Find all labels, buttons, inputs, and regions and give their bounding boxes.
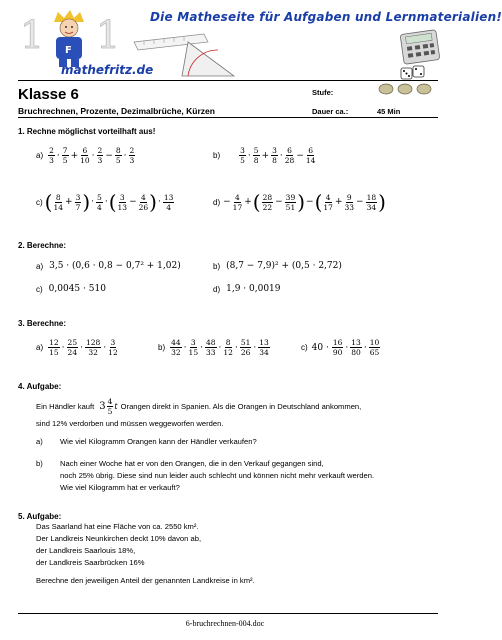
- task5-line4: der Landkreis Saarbrücken 16%: [36, 558, 145, 567]
- fraction: [118, 193, 128, 212]
- fraction-numerator: 16: [332, 338, 343, 347]
- task2-b-expression: (8,7 − 7,9)² + (0,5 · 2,72): [226, 261, 342, 271]
- task2-b-label: b): [213, 261, 221, 271]
- operator: ·: [234, 342, 238, 353]
- task2-a-expression: 3,5 · (0,6 · 0,8 − 0,7² + 1,02): [49, 261, 181, 271]
- fraction-numerator: 4: [235, 192, 240, 202]
- fraction: [96, 193, 103, 212]
- fraction-numerator: 6: [308, 146, 314, 155]
- fraction-denominator: 90: [332, 348, 343, 357]
- task4-heading: 4. Aufgabe:: [18, 382, 62, 391]
- parenthesis: ): [297, 190, 306, 214]
- site-title: Die Matheseite für Aufgaben und Lernmaterialien!: [150, 10, 502, 24]
- fraction-denominator: 34: [259, 348, 269, 357]
- task1-c-expression: [45, 190, 176, 214]
- fraction: [271, 146, 278, 165]
- fraction-denominator: 10: [80, 156, 90, 165]
- operator: +: [65, 197, 73, 207]
- fraction-numerator: 48: [205, 338, 216, 347]
- operator: ·: [80, 342, 83, 353]
- fraction-numerator: 3: [240, 146, 245, 155]
- mixed-whole: 3: [99, 400, 106, 412]
- task1-b-expression: [238, 146, 316, 165]
- task1-d-label: d): [213, 197, 221, 207]
- fraction: [233, 193, 243, 212]
- operator: +: [244, 197, 252, 207]
- fraction-denominator: 15: [49, 348, 59, 357]
- fraction-numerator: 10: [369, 338, 380, 347]
- operator: −: [356, 197, 364, 207]
- fraction: [369, 338, 381, 357]
- fraction-denominator: 80: [351, 348, 361, 357]
- fraction-numerator: 18: [366, 192, 377, 202]
- task3-c-label: c): [301, 343, 308, 352]
- task1-a-expression: [47, 146, 136, 165]
- fraction-denominator: 4: [97, 202, 102, 212]
- fraction: [85, 338, 101, 357]
- fraction: [285, 193, 297, 212]
- class-title: Klasse 6: [18, 86, 79, 103]
- fraction-denominator: 12: [223, 348, 233, 357]
- task5-line3: der Landkreis Saarlouis 18%,: [36, 546, 136, 555]
- operator: ·: [61, 342, 65, 353]
- task3-b-label: b): [158, 343, 166, 352]
- fraction-denominator: 5: [115, 156, 121, 165]
- task1-b-label: b): [213, 151, 221, 160]
- task3-c-prefix: 40 ·: [311, 342, 329, 353]
- fraction-denominator: 14: [53, 202, 64, 212]
- fraction: [205, 338, 217, 357]
- mascot-digit-right: 1: [96, 13, 121, 57]
- fraction: [129, 146, 136, 165]
- dauer-label: Dauer ca.:: [312, 107, 349, 116]
- fraction-numerator: 6: [82, 146, 88, 155]
- fraction: [253, 146, 260, 165]
- fraction: [48, 146, 55, 165]
- task3-heading: 3. Berechne:: [18, 319, 67, 328]
- task2-heading: 2. Berechne:: [18, 241, 67, 250]
- fraction: [80, 146, 90, 165]
- task4-line1-post: Orangen direkt in Spanien. Als die Orangen in Deutschland ankommen,: [120, 401, 362, 411]
- parenthesis: ): [378, 190, 386, 214]
- fraction-numerator: 5: [97, 192, 102, 202]
- task4-qa-text: Wie viel Kilogramm Orangen kann der Händler verkaufen?: [60, 437, 257, 446]
- dauer-value: 45 Min: [377, 107, 401, 116]
- fraction-numerator: 8: [225, 338, 231, 347]
- mixed-numerator: 4: [107, 397, 113, 406]
- task3-a-expression: [47, 338, 119, 357]
- fraction: [323, 193, 333, 212]
- operator: ·: [200, 342, 203, 353]
- footer-filename: 6-bruchrechnen-004.doc: [185, 619, 265, 628]
- fraction-numerator: 2: [49, 146, 54, 155]
- operator: ·: [183, 342, 187, 353]
- fraction-denominator: 32: [171, 348, 181, 357]
- task1-heading: 1. Rechne möglichst vorteilhaft aus!: [18, 127, 156, 136]
- task5-line2: Der Landkreis Neunkirchen deckt 10% davon ab,: [36, 534, 202, 543]
- fraction-denominator: 8: [253, 156, 259, 165]
- fraction-denominator: 3: [97, 156, 103, 165]
- fraction: [139, 193, 149, 212]
- fraction-numerator: 4: [140, 192, 146, 202]
- parenthesis: ): [149, 190, 157, 214]
- task1-d-expression: [222, 190, 386, 214]
- fraction-denominator: 8: [272, 156, 277, 165]
- task2-a-label: a): [36, 261, 44, 271]
- fraction-denominator: 33: [344, 202, 355, 212]
- fraction-numerator: 12: [49, 338, 59, 347]
- brand-name: mathefritz.de: [61, 63, 154, 77]
- operator: −: [296, 150, 304, 161]
- fraction: [163, 193, 175, 212]
- operator: ·: [253, 342, 257, 353]
- operator: ·: [247, 150, 251, 161]
- operator: ·: [279, 150, 283, 161]
- task3-a-label: a): [36, 343, 44, 352]
- task4-qb-label: b): [36, 459, 43, 468]
- fraction-denominator: 65: [369, 348, 380, 357]
- operator: −: [223, 197, 231, 207]
- operator: +: [70, 150, 79, 161]
- fraction-numerator: 2: [129, 146, 135, 155]
- operator: ·: [218, 342, 222, 353]
- task3-b-expression: [169, 338, 271, 357]
- fraction: [285, 146, 295, 165]
- mascot-shirt-letter: F: [65, 45, 72, 56]
- fraction-denominator: 5: [62, 156, 68, 165]
- difficulty-stones-icon: [378, 82, 434, 101]
- fraction: [97, 146, 104, 165]
- fraction: [344, 193, 354, 212]
- fraction-numerator: 25: [67, 338, 78, 347]
- task5-line5: Berechne den jeweiligen Anteil der genannten Landkreise in km².: [36, 576, 255, 585]
- operator: ·: [157, 197, 161, 207]
- fraction: [53, 193, 63, 212]
- fraction-numerator: 8: [115, 146, 121, 155]
- fraction-numerator: 51: [240, 338, 251, 347]
- fraction-denominator: 15: [188, 348, 199, 357]
- fraction-denominator: 5: [240, 156, 245, 165]
- parenthesis: (: [44, 190, 53, 214]
- fraction-denominator: 12: [108, 348, 118, 357]
- fraction-numerator: 7: [62, 146, 68, 155]
- fraction-denominator: 34: [366, 202, 377, 212]
- fraction-numerator: 2: [97, 146, 103, 155]
- operator: ·: [103, 342, 107, 353]
- operator: +: [334, 197, 343, 207]
- task2-c-label: c): [36, 284, 43, 294]
- operator: −: [129, 197, 137, 207]
- footer-rule: [18, 613, 438, 614]
- fraction-numerator: 3: [110, 338, 116, 347]
- fraction: [62, 146, 69, 165]
- fraction-numerator: 9: [346, 192, 352, 202]
- fraction-numerator: 13: [163, 192, 174, 202]
- fraction-denominator: 17: [323, 202, 333, 212]
- operator: ·: [345, 342, 349, 353]
- fraction-numerator: 5: [253, 146, 259, 155]
- fraction-numerator: 3: [75, 192, 81, 202]
- mixed-denominator: 5: [107, 407, 113, 416]
- fraction-denominator: 7: [75, 202, 81, 212]
- parenthesis: ): [82, 190, 91, 214]
- fraction: [108, 338, 118, 357]
- fraction-denominator: 3: [49, 156, 54, 165]
- fraction-denominator: 17: [232, 202, 243, 212]
- fraction-denominator: 26: [240, 348, 251, 357]
- fraction: [240, 338, 252, 357]
- operator: ·: [91, 197, 95, 207]
- task4-qb-line1: Nach einer Woche hat er von den Orangen, die in den Verkauf gegangen sind,: [60, 459, 324, 468]
- task2-d-label: d): [213, 284, 221, 294]
- fraction: [350, 338, 362, 357]
- fraction-denominator: 32: [88, 348, 98, 357]
- fraction-denominator: 51: [285, 202, 296, 212]
- task4-line1-pre: Ein Händler kauft: [36, 401, 95, 411]
- fraction: [48, 338, 60, 357]
- operator: ·: [123, 150, 127, 161]
- fraction: [262, 193, 274, 212]
- stufe-label: Stufe:: [312, 88, 334, 97]
- task2-c-expression: 0,0045 · 510: [48, 284, 106, 294]
- parenthesis: (: [314, 190, 323, 214]
- fraction: [258, 338, 270, 357]
- task4-qb-line2: noch 25% übrig. Diese sind nun leider auch schlecht und können nicht mehr verkauft werden.: [60, 471, 375, 480]
- operator: ·: [56, 150, 60, 161]
- operator: −: [306, 197, 314, 207]
- task2-d-expression: 1,9 · 0,0019: [226, 284, 281, 294]
- fraction-numerator: 128: [85, 338, 101, 347]
- fraction-denominator: 24: [67, 348, 78, 357]
- operator: −: [275, 197, 283, 207]
- fraction-denominator: 22: [262, 202, 273, 212]
- fraction-numerator: 13: [259, 338, 269, 347]
- fraction: [75, 193, 82, 212]
- fraction-numerator: 3: [119, 192, 125, 202]
- header-rule: [18, 80, 438, 81]
- task5-heading: 5. Aufgabe:: [18, 512, 62, 521]
- fraction-numerator: 28: [262, 192, 273, 202]
- task1-c-label: c): [36, 197, 43, 207]
- task5-line1: Das Saarland hat eine Fläche von ca. 2550 km².: [36, 522, 199, 531]
- fraction: [332, 338, 344, 357]
- operator: −: [105, 150, 113, 161]
- mascot-digit-left: 1: [20, 13, 45, 57]
- fraction: [170, 338, 182, 357]
- fraction: [306, 146, 316, 165]
- task4-qa-label: a): [36, 437, 43, 446]
- fraction: [239, 146, 246, 165]
- fraction: [67, 338, 79, 357]
- mixed-number: [99, 397, 117, 416]
- fraction-numerator: 39: [285, 192, 296, 202]
- fraction-denominator: 3: [129, 156, 135, 165]
- operator: ·: [104, 197, 108, 207]
- fraction-denominator: 33: [205, 348, 216, 357]
- fraction-numerator: 4: [325, 192, 331, 202]
- sheet-subtitle: Bruchrechnen, Prozente, Dezimalbrüche, Kürzen: [18, 106, 215, 116]
- fraction: [189, 338, 199, 357]
- fraction-denominator: 13: [117, 202, 128, 212]
- operator: ·: [91, 150, 95, 161]
- fraction-denominator: 28: [284, 156, 295, 165]
- fraction-denominator: 4: [166, 202, 171, 212]
- mixed-unit: t: [114, 401, 118, 411]
- fraction-numerator: 13: [351, 338, 361, 347]
- fraction: [115, 146, 122, 165]
- task1-a-label: a): [36, 151, 44, 160]
- fraction: [223, 338, 233, 357]
- title-rule: [18, 117, 438, 118]
- fraction-numerator: 3: [190, 338, 196, 347]
- fraction: [366, 193, 378, 212]
- task4-qb-line3: Wie viel Kilogramm hat er verkauft?: [60, 483, 180, 492]
- fraction-denominator: 14: [305, 156, 316, 165]
- operator: +: [261, 150, 270, 161]
- parenthesis: (: [108, 190, 117, 214]
- fraction-numerator: 6: [287, 146, 292, 155]
- fraction-numerator: 3: [272, 146, 277, 155]
- fraction-numerator: 44: [171, 338, 181, 347]
- fraction-denominator: 26: [138, 202, 149, 212]
- fraction-numerator: 8: [55, 192, 61, 202]
- parenthesis: (: [252, 190, 261, 214]
- operator: ·: [363, 342, 367, 353]
- task3-c-expression: [331, 338, 381, 357]
- task4-line2: sind 12% verdorben und müssen weggeworfen werden.: [36, 419, 224, 428]
